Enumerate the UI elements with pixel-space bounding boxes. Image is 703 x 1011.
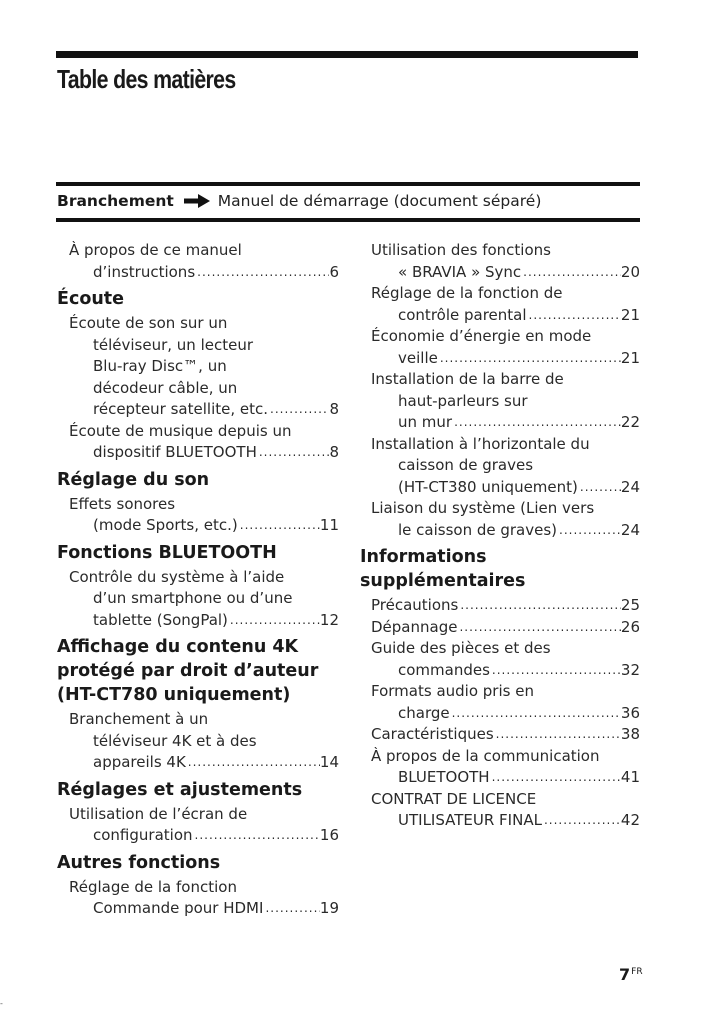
- toc-entry-text: dispositif BLUETOOTH: [93, 443, 257, 461]
- top-rule: [56, 51, 638, 58]
- toc-entry-text: charge: [398, 703, 450, 722]
- leader-dots: [542, 810, 621, 832]
- leader-dots: [490, 767, 621, 789]
- leader-dots: [557, 520, 621, 542]
- toc-entry-text: (mode Sports, etc.): [93, 516, 238, 534]
- toc-entry-text: commandes: [398, 660, 490, 679]
- toc-entry[interactable]: [360, 789, 640, 832]
- corner-mark: -: [0, 999, 3, 1008]
- toc-entry-text: Guide des pièces et des: [371, 639, 551, 657]
- toc-page-number: 21: [620, 348, 640, 367]
- toc-page-number: 8: [329, 400, 339, 418]
- toc-entry[interactable]: [360, 617, 640, 639]
- leader-dots: [263, 898, 319, 920]
- toc-entry-text: BLUETOOTH: [398, 768, 490, 786]
- branch-note: Manuel de démarrage (document séparé): [217, 192, 542, 210]
- toc-entry[interactable]: [360, 595, 640, 617]
- toc-entry-text: Précautions: [371, 596, 459, 614]
- toc-entry-text: d’instructions: [93, 262, 196, 281]
- leader-dots: [195, 262, 329, 284]
- toc-entry-text: Réglage de la fonction: [69, 877, 237, 896]
- leader-dots: [578, 477, 621, 499]
- toc-page-number: 24: [620, 520, 640, 539]
- leader-dots: [457, 617, 620, 639]
- toc-heading: Réglage du son: [57, 469, 210, 490]
- branch-label: Branchement: [57, 192, 174, 210]
- toc-entry[interactable]: [360, 240, 640, 283]
- branch-rule-bottom: [56, 218, 640, 222]
- toc-page-number: 11: [319, 516, 339, 534]
- toc-entry-text: Réglage de la fonction de: [371, 284, 563, 302]
- toc-page-number: 25: [620, 596, 640, 614]
- toc-page-number: 8: [329, 443, 339, 461]
- toc-page-number: 16: [319, 826, 339, 844]
- leader-dots: [527, 305, 621, 327]
- toc-entry[interactable]: [360, 283, 640, 326]
- page-title: Table des matières: [57, 64, 236, 94]
- toc-entry[interactable]: [57, 240, 339, 283]
- toc-entry[interactable]: [57, 421, 339, 464]
- page-number-digit: 7: [619, 965, 631, 984]
- toc-entry[interactable]: [360, 638, 640, 681]
- toc-entry-text: Écoute de son sur un: [69, 314, 228, 332]
- toc-entry-text: Blu-ray Disc™, un: [93, 357, 227, 375]
- leader-dots: [438, 348, 621, 370]
- toc-entry-text: appareils 4K: [93, 753, 186, 771]
- leader-dots: [494, 724, 621, 746]
- toc-entry-text: (HT-CT380 uniquement): [398, 477, 578, 496]
- toc-entry-text: d’un smartphone ou d’une: [93, 589, 293, 607]
- toc-entry[interactable]: [360, 434, 640, 499]
- toc-heading: Réglages et ajustements: [57, 779, 303, 800]
- arrow-right-icon: [184, 194, 210, 208]
- toc-entry[interactable]: [57, 709, 339, 774]
- toc-entry-text: Économie d’énergie en mode: [371, 327, 592, 345]
- leader-dots: [228, 610, 320, 632]
- toc-page-number: 6: [329, 262, 339, 281]
- toc-entry[interactable]: [57, 494, 339, 537]
- toc-entry-text: Liaison du système (Lien vers: [371, 499, 595, 517]
- toc-entry-text: décodeur câble, un: [93, 378, 238, 397]
- toc-entry[interactable]: [360, 498, 640, 541]
- page-number: [619, 965, 643, 984]
- leader-dots: [257, 442, 330, 464]
- toc-entry-text: Commande pour HDMI: [93, 899, 264, 917]
- toc-entry-text: Effets sonores: [69, 494, 176, 513]
- toc-entry-text: veille: [398, 348, 438, 367]
- toc-entry-text: UTILISATEUR FINAL: [398, 811, 542, 829]
- toc-entry-text: récepteur satellite, etc.: [93, 400, 269, 418]
- toc-page-number: 42: [620, 811, 640, 829]
- toc-entry[interactable]: [360, 746, 640, 789]
- toc-entry-text: tablette (SongPal): [93, 610, 228, 629]
- toc-entry-text: Contrôle du système à l’aide: [69, 567, 285, 586]
- leader-dots: [193, 825, 320, 847]
- toc-page-number: 12: [319, 610, 339, 629]
- toc-entry-text: Utilisation de l’écran de: [69, 804, 248, 823]
- toc-entry-text: caisson de graves: [398, 456, 534, 474]
- toc-heading: Écoute: [57, 289, 125, 309]
- toc-entry[interactable]: [360, 681, 640, 724]
- toc-entry[interactable]: [360, 326, 640, 369]
- toc-entry-text: Formats audio pris en: [371, 682, 534, 700]
- leader-dots: [452, 412, 621, 434]
- toc-entry-text: téléviseur, un lecteur: [93, 335, 254, 354]
- toc-entry-text: configuration: [93, 826, 193, 844]
- toc-page-number: 36: [620, 703, 640, 722]
- toc-entry[interactable]: [57, 804, 339, 847]
- toc-page-number: 38: [620, 725, 640, 743]
- leader-dots: [186, 752, 320, 774]
- toc-entry[interactable]: [360, 724, 640, 746]
- toc-entry-text: « BRAVIA » Sync: [398, 262, 522, 281]
- toc-page-number: 24: [620, 477, 640, 496]
- toc-entry-text: téléviseur 4K et à des: [93, 731, 257, 750]
- toc-page-number: 22: [620, 413, 640, 431]
- toc-entry-text: Écoute de musique depuis un: [69, 421, 292, 440]
- toc-page-number: 26: [620, 617, 640, 636]
- toc-entry-text: Caractéristiques: [371, 725, 494, 743]
- toc-heading: Informations supplémentaires: [360, 547, 526, 591]
- toc-page-number: 19: [319, 899, 339, 917]
- toc-column-left: [57, 240, 339, 920]
- toc-heading: Fonctions BLUETOOTH: [57, 542, 277, 563]
- page-number-suffix: FR: [631, 967, 643, 977]
- toc-page-number: 32: [620, 660, 640, 679]
- toc-entry-text: Dépannage: [371, 617, 458, 636]
- leader-dots: [490, 660, 621, 682]
- toc-page-number: 21: [620, 305, 640, 324]
- toc-heading: Affichage du contenu 4K protégé par droit d’auteur (HT-CT780 uniquement): [57, 637, 319, 705]
- toc-entry-text: Installation à l’horizontale du: [371, 434, 590, 453]
- branch-line: [57, 192, 541, 210]
- toc-entry-text: haut-parleurs sur: [398, 391, 528, 410]
- toc-entry-text: CONTRAT DE LICENCE: [371, 789, 537, 808]
- leader-dots: [458, 595, 621, 617]
- leader-dots: [238, 515, 320, 537]
- leader-dots: [450, 703, 621, 725]
- toc-entry-text: Branchement à un: [69, 710, 209, 728]
- toc-page-number: 41: [620, 768, 640, 786]
- toc-entry[interactable]: [360, 369, 640, 434]
- toc-entry-text: À propos de la communication: [371, 746, 600, 765]
- leader-dots: [268, 399, 329, 421]
- toc-page-number: 14: [319, 753, 339, 771]
- toc-entry-text: contrôle parental: [398, 305, 527, 324]
- toc-entry[interactable]: [57, 567, 339, 632]
- toc-entry-text: le caisson de graves): [398, 520, 558, 539]
- toc-column-right: [360, 240, 640, 832]
- toc-entry-text: un mur: [398, 413, 453, 431]
- toc-entry-text: Utilisation des fonctions: [371, 241, 551, 259]
- toc-entry-text: Installation de la barre de: [371, 370, 564, 388]
- toc-page-number: 20: [620, 262, 640, 281]
- toc-heading: Autres fonctions: [57, 852, 221, 873]
- toc-entry-text: À propos de ce manuel: [69, 241, 242, 259]
- leader-dots: [521, 262, 621, 284]
- toc-entry[interactable]: [57, 877, 339, 920]
- toc-entry[interactable]: [57, 313, 339, 421]
- branch-rule-top: [56, 182, 640, 186]
